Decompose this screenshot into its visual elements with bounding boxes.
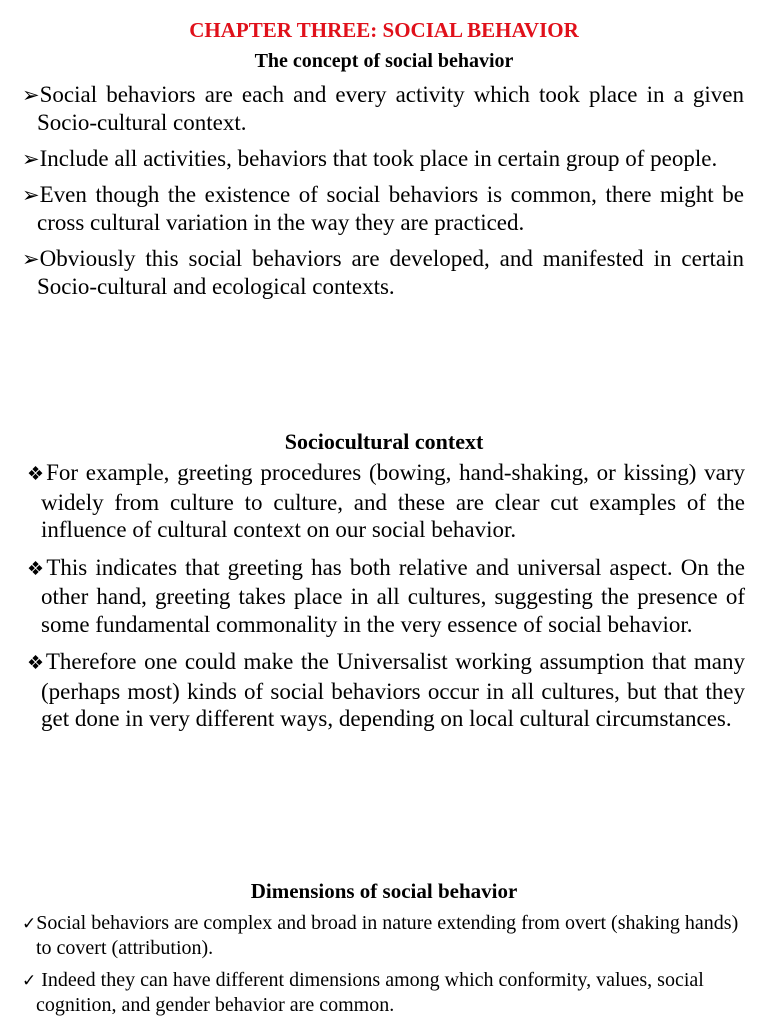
arrow-bullet-icon: ➢	[22, 83, 40, 107]
list-item-text: Obviously this social behaviors are developed, and manifested in certain Socio-cultural and ecological contexts.	[37, 246, 744, 299]
list-item	[22, 181, 744, 237]
arrow-bullet-icon: ➢	[22, 247, 40, 271]
diamond-bullet-icon: ❖	[27, 558, 47, 580]
chapter-title: CHAPTER THREE: SOCIAL BEHAVIOR	[189, 18, 579, 42]
list-item	[22, 145, 744, 173]
list-item-text: This indicates that greeting has both relative and universal aspect. On the other hand, greeting takes place in all cultures, suggesting the presence of some fundamental commonality in the very essence of social behavior.	[41, 554, 745, 637]
list-item	[27, 554, 745, 639]
list-item	[22, 81, 744, 137]
concept-bullet-list	[22, 81, 744, 309]
checkmark-bullet-icon: ✓	[22, 971, 37, 990]
list-item-text: For example, greeting procedures (bowing, hand-shaking, or kissing) vary widely from culture to culture, and these are clear cut examples of the influence of cultural context on our social behavior.	[41, 460, 745, 542]
list-item-text: Social behaviors are complex and broad in nature extending from overt (shaking hands) to covert (attribution).	[36, 912, 739, 959]
list-item	[27, 648, 745, 733]
list-item	[22, 968, 746, 1018]
sociocultural-bullet-list	[27, 459, 745, 743]
section-heading-concept: The concept of social behavior	[254, 50, 514, 72]
arrow-bullet-icon: ➢	[22, 147, 40, 171]
list-item-text: Social behaviors are each and every activity which took place in a given Socio-cultural context.	[37, 82, 744, 135]
list-item	[27, 459, 745, 544]
section-heading-sociocultural: Sociocultural context	[284, 429, 484, 454]
checkmark-bullet-icon: ✓	[22, 914, 37, 933]
list-item-text: Indeed they can have different dimensions among which conformity, values, social cognition, and gender behavior are common.	[36, 969, 709, 1016]
arrow-bullet-icon: ➢	[22, 183, 40, 207]
list-item-text: Even though the existence of social behaviors is common, there might be cross cultural variation in the way they are practiced.	[37, 182, 744, 235]
diamond-bullet-icon: ❖	[27, 653, 46, 674]
diamond-bullet-icon: ❖	[27, 464, 47, 485]
list-item-text: Include all activities, behaviors that took place in certain group of people.	[39, 146, 718, 171]
list-item	[22, 911, 746, 961]
dimensions-bullet-list	[22, 911, 746, 1025]
section-heading-dimensions: Dimensions of social behavior	[250, 879, 518, 903]
list-item-text: Therefore one could make the Universalist working assumption that many (perhaps most) kinds of social behaviors occur in all cultures, but that they get done in very different ways, depending on local cultural circumstances.	[41, 649, 745, 731]
list-item	[22, 245, 744, 301]
